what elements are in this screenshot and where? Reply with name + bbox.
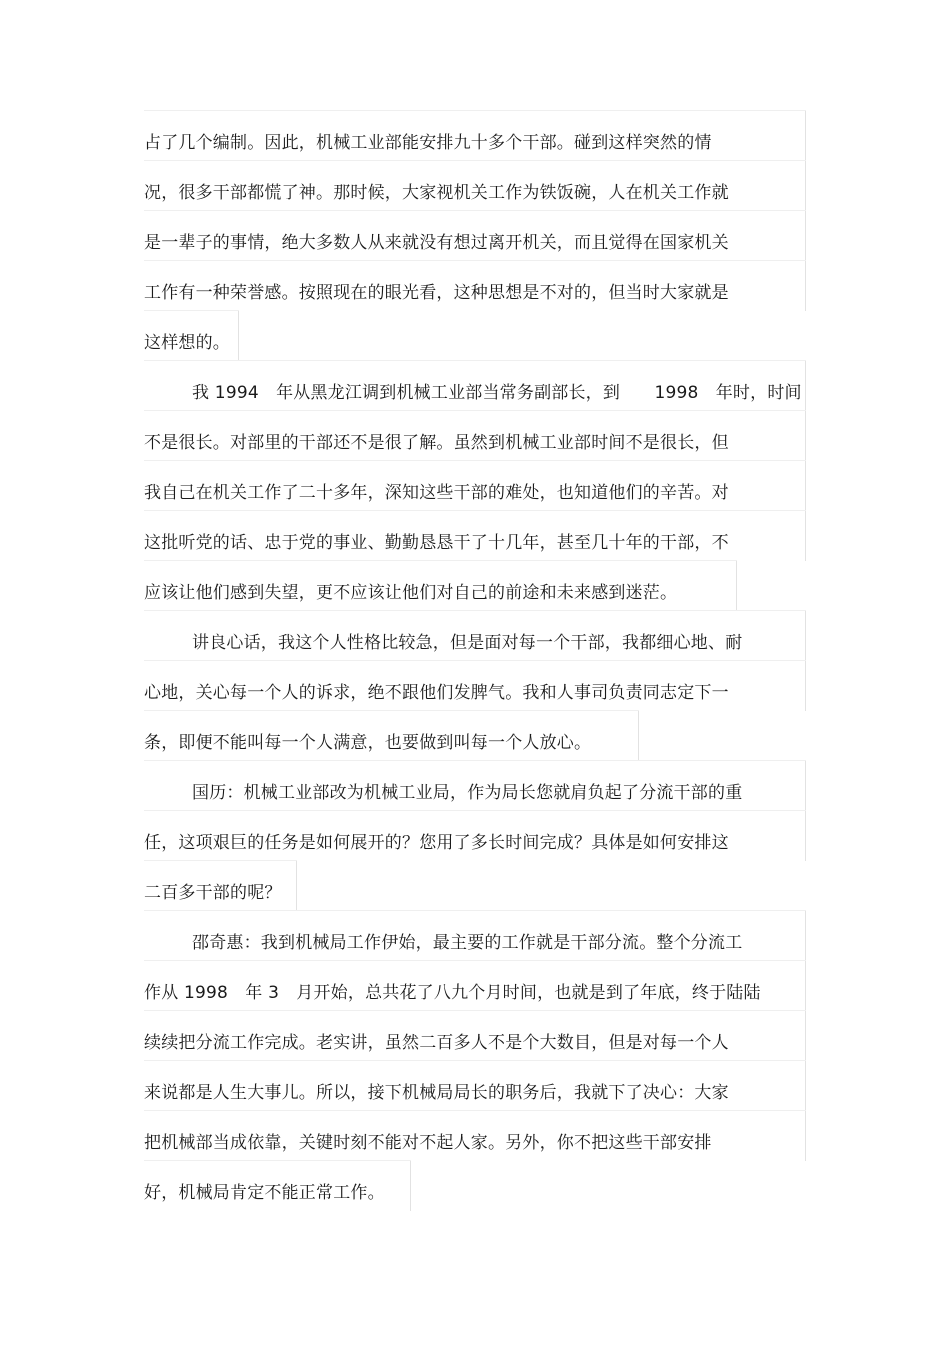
question-line-1: 国历：机械工业部改为机械工业局，作为局长您就肩负起了分流干部的重 [144,777,806,809]
paragraph-2-line-1: 我 1994 年从黑龙江调到机械工业部当常务副部长，到 1998 年时，时间 [144,377,806,409]
text-line-1: 占了几个编制。因此，机械工业部能安排九十多个干部。碰到这样突然的情 [144,127,806,159]
paragraph-2-line-4: 这批听党的话、忠于党的事业、勤勤恳恳干了十几年，甚至几十年的干部，不 [144,527,806,559]
answer-line-3: 续续把分流工作完成。老实讲，虽然二百多人不是个大数目，但是对每一个人 [144,1027,806,1059]
answer-line-2: 作从 1998 年 3 月开始，总共花了八九个月时间，也就是到了年底，终于陆陆 [144,977,806,1009]
paragraph-2-line-3: 我自己在机关工作了二十多年，深知这些干部的难处，也知道他们的辛苦。对 [144,477,806,509]
paragraph-2-line-2: 不是很长。对部里的干部还不是很了解。虽然到机械工业部时间不是很长，但 [144,427,806,459]
question-line-3: 二百多干部的呢？ [144,877,297,909]
text-line-5: 这样想的。 [144,327,239,359]
paragraph-2-line-5: 应该让他们感到失望，更不应该让他们对自己的前途和未来感到迷茫。 [144,577,737,609]
text-line-3: 是一辈子的事情，绝大多数人从来就没有想过离开机关，而且觉得在国家机关 [144,227,806,259]
text-line-2: 况，很多干部都慌了神。那时候，大家视机关工作为铁饭碗，人在机关工作就 [144,177,806,209]
paragraph-3-line-1: 讲良心话，我这个人性格比较急，但是面对每一个干部，我都细心地、耐 [144,627,806,659]
answer-line-6: 好，机械局肯定不能正常工作。 [144,1177,411,1209]
text-line-4: 工作有一种荣誉感。按照现在的眼光看，这种思想是不对的，但当时大家就是 [144,277,806,309]
answer-line-4: 来说都是人生大事儿。所以，接下机械局局长的职务后，我就下了决心：大家 [144,1077,806,1109]
paragraph-3-line-2: 心地，关心每一个人的诉求，绝不跟他们发脾气。我和人事司负责同志定下一 [144,677,806,709]
answer-line-1: 邵奇惠：我到机械局工作伊始，最主要的工作就是干部分流。整个分流工 [144,927,806,959]
question-line-2: 任，这项艰巨的任务是如何展开的？您用了多长时间完成？具体是如何安排这 [144,827,806,859]
answer-line-5: 把机械部当成依靠，关键时刻不能对不起人家。另外，你不把这些干部安排 [144,1127,806,1159]
paragraph-3-line-3: 条，即便不能叫每一个人满意，也要做到叫每一个人放心。 [144,727,639,759]
